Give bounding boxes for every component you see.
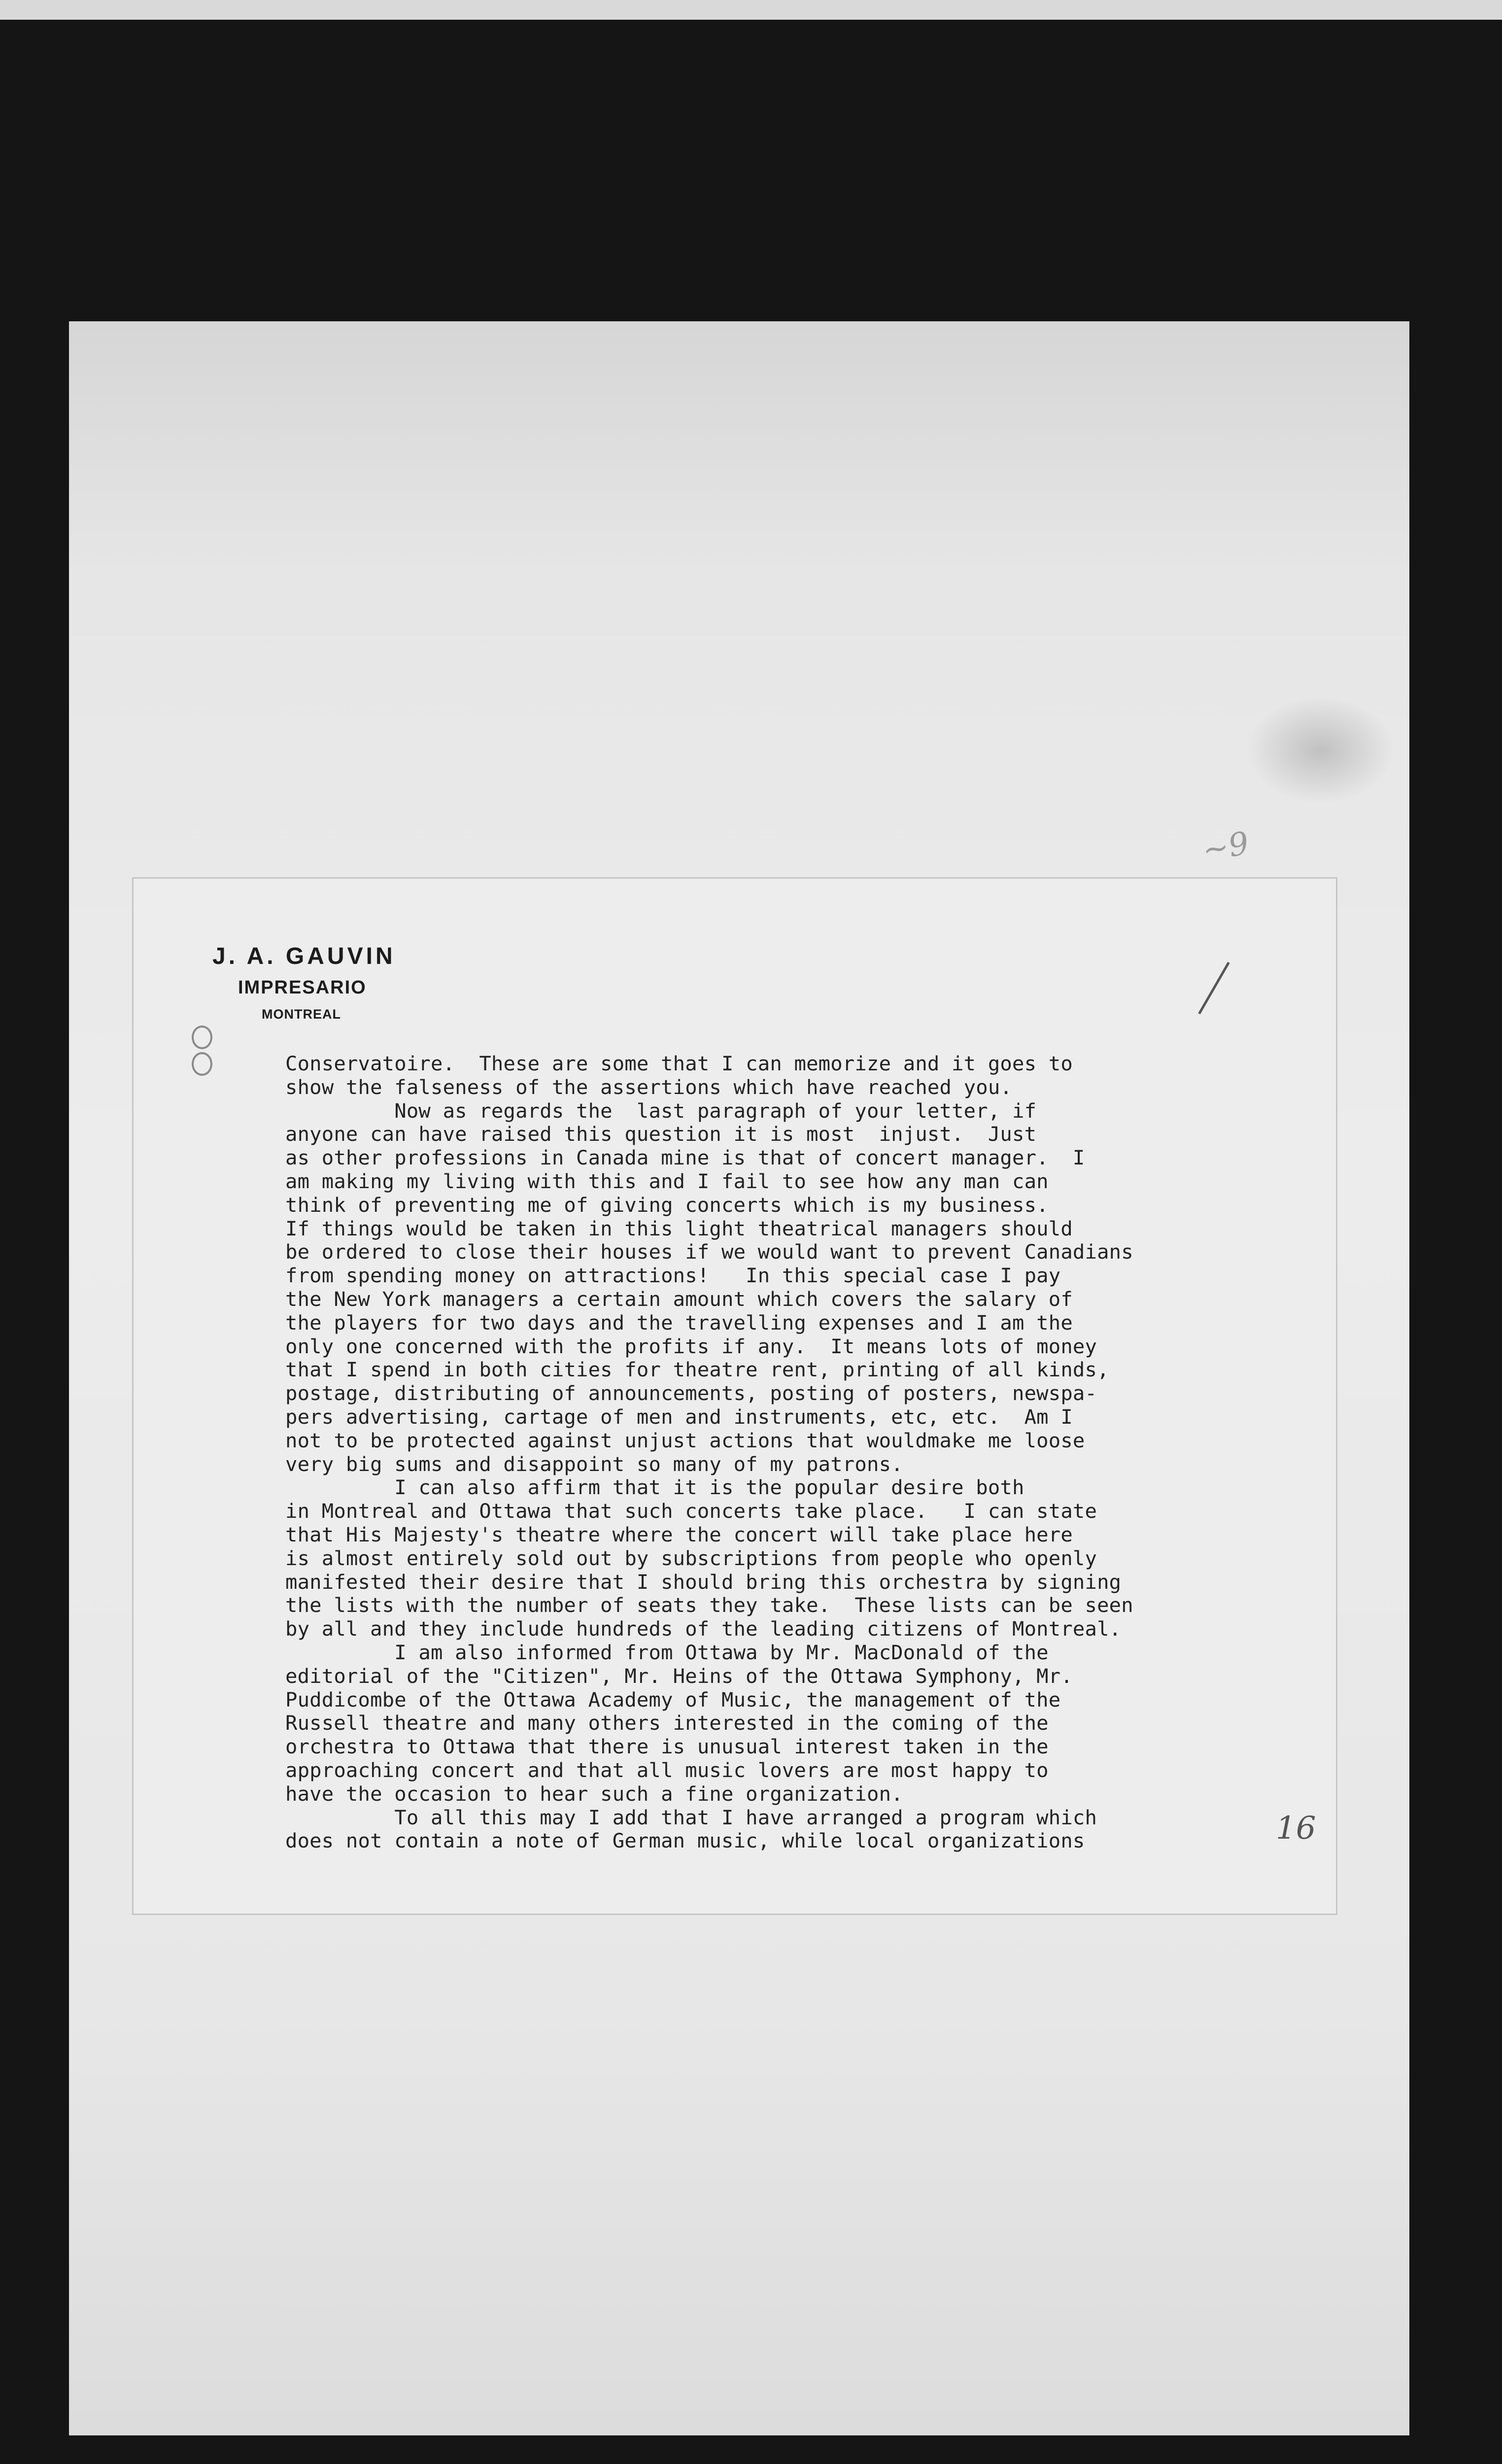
letter-line: have the occasion to hear such a fine organization. — [285, 1781, 903, 1806]
letter-line: from spending money on attractions! In this special case I pay — [285, 1264, 1061, 1288]
letter-line: Russell theatre and many others interested in the coming of the — [285, 1711, 1049, 1735]
letterhead-city: MONTREAL — [262, 1007, 341, 1022]
letter-body — [285, 1052, 1335, 1853]
letterhead-name: J. A. GAUVIN — [212, 943, 396, 969]
letter-line: Conservatoire. These are some that I can memorize and it goes to — [285, 1052, 1073, 1075]
letter-line: by all and they include hundreds of the leading citizens of Montreal. — [285, 1617, 1122, 1641]
letter-line: editorial of the "Citizen", Mr. Heins of the Ottawa Symphony, Mr. — [285, 1664, 1073, 1688]
letter-line: be ordered to close their houses if we would want to prevent Canadians — [285, 1240, 1133, 1264]
letter-line: manifested their desire that I should bring this orchestra by signing — [285, 1570, 1122, 1594]
letter-line: the New York managers a certain amount which covers the salary of — [285, 1287, 1073, 1311]
letterhead-title: IMPRESARIO — [238, 977, 367, 998]
letter-line: postage, distributing of announcements, posting of posters, newspa- — [285, 1381, 1097, 1405]
letter-line: in Montreal and Ottawa that such concerts take place. I can state — [285, 1499, 1097, 1523]
letter-line: the players for two days and the travelling expenses and I am the — [285, 1310, 1073, 1335]
letter-line: that His Majesty's theatre where the concert will take place here — [285, 1522, 1073, 1546]
letter-line: am making my living with this and I fail to see how any man can — [285, 1169, 1049, 1193]
letter-line: only one concerned with the profits if any. It means lots of money — [285, 1334, 1097, 1358]
letter-line: orchestra to Ottawa that there is unusual interest taken in the — [285, 1735, 1049, 1759]
letter-line: Now as regards the last paragraph of your letter, if — [285, 1098, 1037, 1123]
letter-line: the lists with the number of seats they take. These lists can be seen — [285, 1593, 1133, 1617]
film-top-strip — [0, 0, 1502, 20]
letter-line: think of preventing me of giving concerts which is my business. — [285, 1193, 1049, 1217]
paperclip-mark-icon — [192, 1026, 210, 1075]
letter-line: not to be protected against unjust actions that wouldmake me loose — [285, 1428, 1085, 1452]
letter-line: approaching concert and that all music lovers are most happy to — [285, 1758, 1049, 1782]
letter-line: very big sums and disappoint so many of my patrons. — [285, 1452, 903, 1476]
letter-line: as other professions in Canada mine is that of concert manager. I — [285, 1146, 1085, 1170]
ink-stroke — [1198, 962, 1229, 1014]
letter-line: does not contain a note of German music, while local organizations — [285, 1829, 1085, 1853]
letter-line: I can also affirm that it is the popular desire both — [285, 1475, 1024, 1500]
letter-line: anyone can have raised this question it is most injust. Just — [285, 1122, 1037, 1146]
letter-line: is almost entirely sold out by subscriptions from people who openly — [285, 1546, 1097, 1570]
folio-number: 16 — [1276, 1810, 1316, 1847]
letter-line: that I spend in both cities for theatre rent, printing of all kinds, — [285, 1358, 1109, 1382]
letter-line: If things would be taken in this light theatrical managers should — [285, 1216, 1073, 1240]
pencil-mark: ~9 — [1199, 825, 1252, 869]
letter-line: Puddicombe of the Ottawa Academy of Music, the management of the — [285, 1687, 1061, 1711]
page-smudge — [1247, 696, 1395, 804]
letter-line: pers advertising, cartage of men and instruments, etc, etc. Am I — [285, 1404, 1073, 1429]
letter-line: To all this may I add that I have arranged a program which — [285, 1805, 1097, 1829]
letter-line: I am also informed from Ottawa by Mr. MacDonald of the — [285, 1640, 1049, 1664]
letter-line: show the falseness of the assertions which have reached you. — [285, 1075, 1012, 1099]
letter-sheet — [132, 877, 1337, 1915]
